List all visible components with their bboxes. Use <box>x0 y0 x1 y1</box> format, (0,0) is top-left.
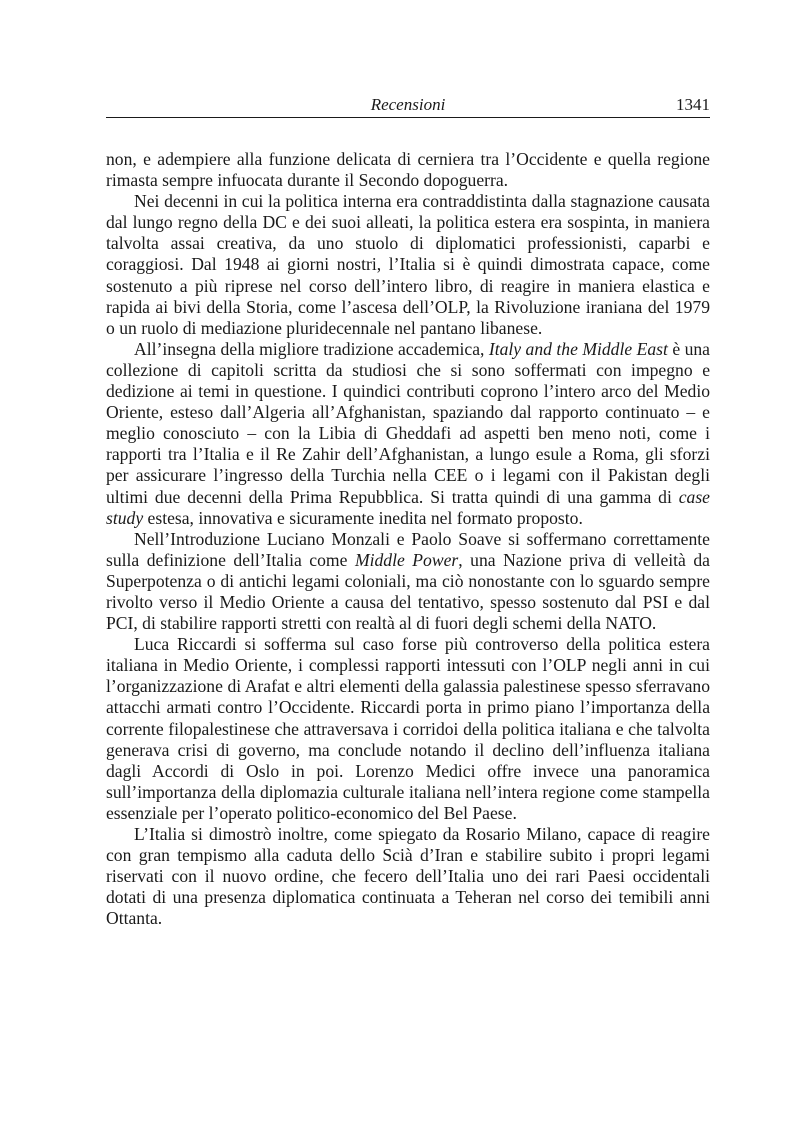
paragraph-3 <box>106 339 710 529</box>
paragraph-text: Nei decenni in cui la politica interna era contraddistinta dalla stagnazione causata dal lungo regno della DC e dei suoi alleati, la politica estera era sospinta, in maniera talvolta assai creativa, da uno stuolo di diplomatici professionisti, caparbi e coraggiosi. Dal 1948 ai giorni nostri, l’Italia si è quindi dimostrata capace, come sostenuto a più riprese nel corso dell’intero libro, di reagire in maniera elastica e rapida ai bivi della Storia, come l’ascesa dell’OLP, la Rivoluzione iraniana del 1979 o un ruolo di mediazione pluridecennale nel pantano libanese. <box>106 191 710 338</box>
paragraph-text: non, e adempiere alla funzione delicata di cerniera tra l’Occidente e quella regione rimasta sempre infuocata durante il Secondo dopoguerra. <box>106 149 710 191</box>
paragraph-text: Luca Riccardi si sofferma sul caso forse più controverso della politica estera italiana in Medio Oriente, i complessi rapporti intessuti con l’OLP negli anni in cui l’organizzazione di Arafat e altri elementi della galassia palestinese spesso sferravano attacchi armati contro l’Occidente. Riccardi porta in primo piano l’importanza della corrente filopalestinese che attraversava i corridoi della politica italiana e che talvolta generava crisi di governo, ma conclude notando il declino dell’influenza italiana dagli Accordi di Oslo in poi. Lorenzo Medici offre invece una panoramica sull’importanza della diplomazia culturale italiana nell’intera regione come stampella essenziale per l’operato politico-economico del Bel Paese. <box>106 634 710 823</box>
running-title: Recensioni <box>370 95 446 114</box>
italic-term: Middle Power <box>354 549 459 570</box>
book-title: Italy and the Middle East <box>488 338 668 359</box>
paragraph-text: All’insegna della migliore tradizione accademica, <box>134 338 489 359</box>
paragraph-1 <box>106 149 710 191</box>
paragraph-text: Nell’Introduzione Luciano Monzali e Paolo Soave si soffermano correttamente sulla definizione dell’Italia come <box>106 528 710 570</box>
paragraph-text: , una Nazione priva di velleità da Superpotenza o di antichi legami coloniali, ma ciò nonostante con lo sguardo sempre rivolto verso il Medio Oriente a causa del tentativo, spesso sostenuto dal PSI e dal PCI, di stabilire rapporti stretti con realtà al di fuori degli schemi della NATO. <box>106 549 710 634</box>
paragraph-2 <box>106 191 710 339</box>
paragraph-text: L’Italia si dimostrò inoltre, come spiegato da Rosario Milano, capace di reagire con gran tempismo alla caduta dello Scià d’Iran e stabilire subito i propri legami riservati con il nuovo ordine, che fecero dell’Italia uno dei rari Paesi occidentali dotati di una presenza diplomatica continuata a Teheran nel corso dei temibili anni Ottanta. <box>106 824 710 929</box>
paragraph-5 <box>106 634 710 824</box>
running-head <box>106 92 710 118</box>
paragraph-text: è una collezione di capitoli scritta da studiosi che si sono soffermati con impegno e dedizione ai temi in questione. I quindici contributi coprono l’intero arco del Medio Oriente, esteso dall’Algeria all’Afghanistan, spaziando dal rapporto continuato – e meglio conosciuto – con la Libia di Gheddafi ad aspetti ben meno noti, come i rapporti tra l’Italia e il Re Zahir dell’Afghanistan, a lungo esule a Roma, gli sforzi per assicurare l’ingresso della Turchia nella CEE o i legami con il Pakistan degli ultimi due decenni della Prima Repubblica. Si tratta quindi di una gamma di <box>106 338 710 507</box>
page-number: 1341 <box>676 95 710 114</box>
review-text <box>106 149 710 929</box>
paragraph-6 <box>106 824 710 929</box>
paragraph-text: estesa, innovativa e sicuramente inedita nel formato proposto. <box>143 507 583 528</box>
header-rule <box>106 117 710 118</box>
paragraph-4 <box>106 529 710 634</box>
italic-term: case study <box>106 486 710 528</box>
